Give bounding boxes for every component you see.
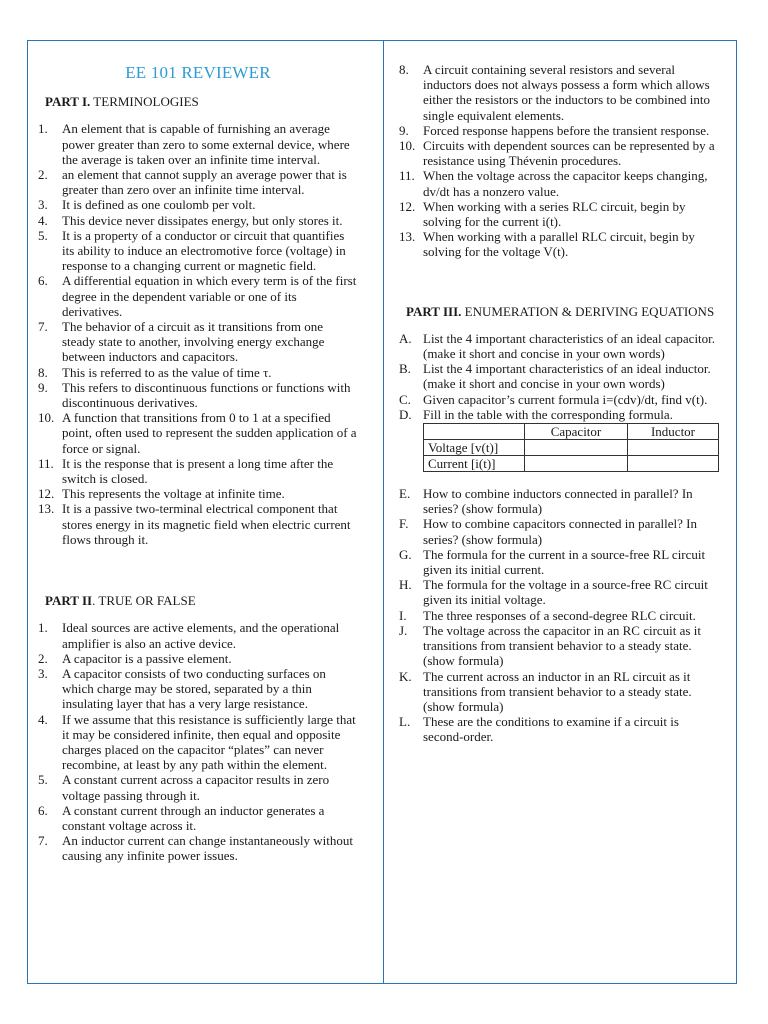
list-item [399, 547, 721, 577]
list-item-number: 5. [38, 772, 48, 788]
right-column [399, 62, 721, 745]
list-item-number: H. [399, 577, 412, 593]
list-item [399, 62, 721, 123]
list-item-text: Given capacitor’s current formula i=(cdv)/dt, find v(t). [423, 391, 708, 407]
list-item-number: 5. [38, 227, 48, 243]
list-item-number: 13. [38, 501, 55, 517]
part1-title: TERMINOLOGIES [90, 94, 199, 110]
table-cell [628, 440, 719, 456]
list-item-number: F. [399, 516, 409, 532]
part2-title: . TRUE OR FALSE [92, 593, 196, 609]
list-item-text: It is a property of a conductor or circuit that quantifies its ability to induce an electromotive force (voltage) in response to a changing current or magnetic field. [62, 227, 346, 274]
table-cell [525, 440, 628, 456]
list-item [38, 121, 358, 167]
column-divider [383, 40, 384, 984]
list-item-text: The behavior of a circuit as it transitions from one steady state to another, involving energy exchange between inductors and capacitors. [62, 319, 325, 365]
list-item [38, 620, 358, 650]
list-item-number: 6. [38, 802, 48, 818]
list-item-number: 11. [399, 168, 415, 184]
list-item [399, 229, 721, 259]
list-item-number: 10. [38, 410, 55, 426]
list-item-number: 9. [38, 379, 48, 395]
list-item-number: 9. [399, 122, 409, 138]
list-item [38, 501, 358, 547]
list-item [399, 407, 721, 422]
list-item-text: If we assume that this resistance is sufficiently large that it may be considered infinite, then equal and opposite charges placed on the capacitor “plates” can never recombine, at least by any path within the element. [62, 711, 356, 773]
list-item-text: This represents the voltage at infinite time. [62, 486, 285, 502]
list-item [399, 199, 721, 229]
list-item-text: List the 4 important characteristics of an ideal inductor. (make it short and concise in your own words) [423, 361, 711, 392]
table-header-row [424, 424, 719, 440]
list-item-text: The three responses of a second-degree RLC circuit. [423, 607, 696, 623]
list-item [399, 392, 721, 407]
list-item-text: When working with a parallel RLC circuit, begin by solving for the voltage V(t). [423, 229, 695, 260]
list-item [38, 486, 358, 501]
list-item [399, 608, 721, 623]
table-row-label: Current [i(t)] [424, 456, 525, 472]
list-item-number: 11. [38, 455, 54, 471]
table-cell [628, 456, 719, 472]
list-item [38, 365, 358, 380]
part3-list-b [399, 486, 721, 744]
table-row [424, 456, 719, 472]
list-item-number: I. [399, 607, 407, 623]
list-item-text: How to combine capacitors connected in parallel? In series? (show formula) [423, 516, 697, 547]
part2-label: PART II [45, 593, 93, 609]
formula-table [423, 423, 719, 472]
list-item-text: Circuits with dependent sources can be represented by a resistance using Thévenin procedures. [423, 138, 715, 169]
list-item-number: 2. [38, 167, 48, 183]
list-item [38, 410, 358, 456]
list-item [38, 666, 358, 712]
list-item [399, 361, 721, 391]
list-item-text: The formula for the current in a source-free RL circuit given its initial current. [423, 546, 706, 578]
list-item-text: A constant current across a capacitor results in zero voltage passing through it. [62, 772, 330, 803]
list-item [399, 623, 721, 669]
list-item-text: This device never dissipates energy, but only stores it. [62, 212, 343, 228]
part2-list-left [38, 620, 358, 863]
list-item-number: D. [399, 406, 412, 422]
list-item-number: E. [399, 486, 411, 502]
table-header-cell: Inductor [628, 424, 719, 440]
list-item-text: List the 4 important characteristics of an ideal capacitor. (make it short and concise in your own words) [423, 330, 716, 362]
part2-heading [45, 593, 358, 608]
part3-heading [406, 304, 721, 319]
list-item-text: Ideal sources are active elements, and the operational amplifier is also an active device. [62, 620, 340, 651]
list-item-text: A differential equation in which every term is of the first degree in the dependent variable or one of its derivatives. [62, 273, 357, 319]
list-item [38, 833, 358, 863]
list-item-text: It is the response that is present a long time after the switch is closed. [62, 455, 334, 487]
part3-list-a [399, 331, 721, 422]
list-item-number: 3. [38, 665, 48, 681]
list-item-number: 12. [38, 486, 55, 502]
list-item [38, 273, 358, 319]
list-item [38, 380, 358, 410]
list-item-text: How to combine inductors connected in parallel? In series? (show formula) [423, 486, 693, 517]
list-item-text: These are the conditions to examine if a circuit is second-order. [423, 714, 679, 745]
list-item-number: 10. [399, 138, 416, 154]
list-item-number: J. [399, 622, 408, 638]
list-item-text: When the voltage across the capacitor keeps changing, dv/dt has a nonzero value. [423, 168, 708, 199]
part1-list [38, 121, 358, 547]
list-item-text: The voltage across the capacitor in an RC circuit as it transitions from transient behavior to a steady state. (show formula) [423, 622, 701, 669]
list-item-number: B. [399, 361, 411, 377]
list-item-text: Fill in the table with the corresponding formula. [423, 406, 673, 422]
list-item [38, 213, 358, 228]
list-item-number: 7. [38, 833, 48, 849]
list-item [38, 651, 358, 666]
list-item-text: It is defined as one coulomb per volt. [62, 197, 256, 213]
list-item-number: A. [399, 330, 412, 346]
list-item [399, 714, 721, 744]
part1-heading [45, 94, 358, 109]
list-item-text: an element that cannot supply an average power that is greater than zero over an infinite time interval. [62, 167, 347, 198]
list-item-text: An inductor current can change instantaneously without causing any infinite power issues. [62, 833, 353, 864]
list-item-number: 1. [38, 620, 48, 636]
list-item-text: It is a passive two-terminal electrical component that stores energy in its magnetic field when electric current flows through it. [62, 501, 351, 547]
list-item [38, 228, 358, 274]
list-item [399, 168, 721, 198]
list-item-number: 6. [38, 273, 48, 289]
list-item [38, 319, 358, 365]
part3-label: PART III. [406, 303, 462, 319]
list-item [399, 331, 721, 361]
table-cell [525, 456, 628, 472]
list-item [399, 516, 721, 546]
list-item-number: 8. [38, 364, 48, 380]
list-item-number: C. [399, 391, 411, 407]
list-item-number: 2. [38, 650, 48, 666]
list-item-text: Forced response happens before the transient response. [423, 122, 710, 138]
list-item [38, 712, 358, 773]
list-item-text: A capacitor is a passive element. [62, 650, 232, 666]
list-item-text: A circuit containing several resistors and several inductors does not always possess a form which allows either the resistors or the inductors to be combined into single equivalent elements. [423, 62, 711, 123]
part2-list-right [399, 62, 721, 260]
list-item-number: G. [399, 546, 412, 562]
list-item-text: This refers to discontinuous functions or functions with discontinuous derivatives. [62, 379, 351, 411]
list-item [399, 486, 721, 516]
list-item-text: The current across an inductor in an RL circuit as it transitions from transient behavior to a steady state. (show formula) [423, 668, 692, 714]
table-row-label: Voltage [v(t)] [424, 440, 525, 456]
part3-title: ENUMERATION & DERIVING EQUATIONS [461, 303, 715, 319]
list-item-text: A function that transitions from 0 to 1 at a specified point, often used to represent the sudden application of a force or signal. [62, 410, 357, 456]
list-item [399, 669, 721, 715]
list-item-number: 4. [38, 711, 48, 727]
table-header-cell [424, 424, 525, 440]
list-item-number: 1. [38, 121, 48, 137]
list-item-text: An element that is capable of furnishing an average power greater than zero to some external device, where the average is taken over an infinite time interval. [62, 121, 350, 167]
list-item [38, 197, 358, 212]
list-item-number: 8. [399, 62, 409, 77]
list-item-text: A constant current through an inductor generates a constant voltage across it. [62, 802, 325, 833]
list-item-number: 7. [38, 319, 48, 335]
list-item [399, 123, 721, 138]
list-item-text: A capacitor consists of two conducting surfaces on which charge may be stored, separated by a thin insulating layer that has a very large resistance. [62, 665, 326, 712]
list-item-text: When working with a series RLC circuit, begin by solving for the current i(t). [423, 198, 686, 230]
list-item [399, 577, 721, 607]
list-item-number: K. [399, 668, 412, 684]
list-item-number: 3. [38, 197, 48, 213]
table-row [424, 440, 719, 456]
list-item-number: 4. [38, 212, 48, 228]
list-item-text: The formula for the voltage in a source-free RC circuit given its initial voltage. [423, 577, 708, 608]
part1-label: PART I. [45, 94, 91, 110]
document-title: EE 101 REVIEWER [125, 63, 271, 82]
list-item-text: This is referred to as the value of time τ. [62, 364, 272, 380]
list-item [38, 803, 358, 833]
list-item [399, 138, 721, 168]
list-item [38, 456, 358, 486]
list-item-number: 12. [399, 198, 416, 214]
left-column [38, 62, 358, 864]
list-item-number: L. [399, 714, 411, 730]
list-item [38, 167, 358, 197]
list-item [38, 772, 358, 802]
table-header-cell: Capacitor [525, 424, 628, 440]
list-item-number: 13. [399, 229, 416, 245]
